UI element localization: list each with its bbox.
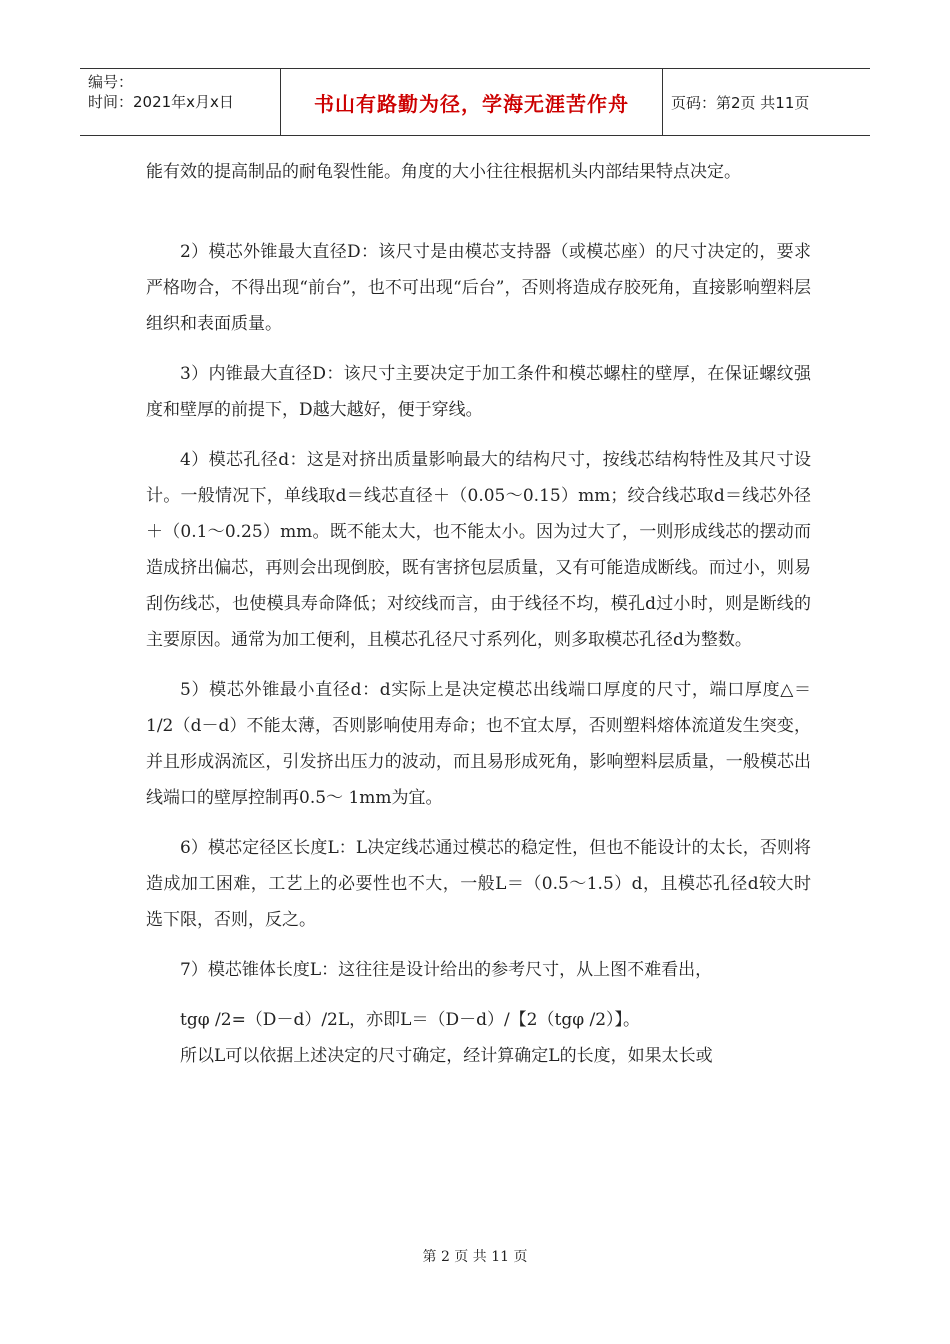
header-table [80,68,870,136]
header-meta [80,69,281,135]
paragraph-2: 2）模芯外锥最大直径D：该尺寸是由模芯支持器（或模芯座）的尺寸决定的，要求严格吻合，不得出现“前台”，也不可出现“后台”，否则将造成存胶死角，直接影响塑料层组织和表面质量。 [146,242,811,334]
paragraph-4: 4）模芯孔径d：这是对挤出质量影响最大的结构尺寸，按线芯结构特性及其尺寸设计。一般情况下，单线取d＝线芯直径＋（0.05～0.15）mm；绞合线芯取d＝线芯外径＋（0.1～0.25）mm。既不能太大，也不能太小。因为过大了，一则形成线芯的摆动而造成挤出偏芯，再则会出现倒胶，既有害挤包层质量，又有可能造成断线。而过小，则易刮伤线芯，也使模具寿命降低；对绞线而言，由于线径不均，模孔d过小时，则是断线的主要原因。通常为加工便利，且模芯孔径尺寸系列化，则多取模芯孔径d为整数。 [146,450,811,650]
paragraph-6: 6）模芯定径区长度L：L决定线芯通过模芯的稳定性，但也不能设计的太长，否则将造成加工困难，工艺上的必要性也不大，一般L＝（0.5～1.5）d，且模芯孔径d较大时选下限，否则，反之。 [146,838,811,930]
document-code-label: 编号： [88,73,134,91]
document-body [146,154,811,1074]
header-motto-cell [281,69,663,135]
paragraph-continuation: 能有效的提高制品的耐龟裂性能。角度的大小往往根据机头内部结果特点决定。 [146,162,741,182]
paragraph-7: 7）模芯锥体长度L：这往往是设计给出的参考尺寸，从上图不难看出， [180,960,713,980]
page-footer [0,1246,950,1266]
header-page-info [663,69,870,135]
formula-line: tgφ /2=（D－d）/2L，亦即L＝（D－d）/【2（tgφ /2）】。 [180,1010,641,1030]
motto-text: 书山有路勤为径，学海无涯苦作舟 [314,91,629,116]
paragraph-3: 3）内锥最大直径D：该尺寸主要决定于加工条件和模芯螺柱的壁厚，在保证螺纹强度和壁厚的前提下，D越大越好，便于穿线。 [146,364,811,420]
page-info-text: 页码：第2页 共11页 [671,93,810,112]
document-time: 时间：2021年x月x日 [88,93,234,111]
footer-page-number: 第 2 页 共 11 页 [422,1249,528,1265]
paragraph-5: 5）模芯外锥最小直径d：d实际上是决定模芯出线端口厚度的尺寸，端口厚度△＝1/2（d－d）不能太薄，否则影响使用寿命；也不宜太厚，否则塑料熔体流道发生突变，并且形成涡流区，引发挤出压力的波动，而且易形成死角，影响塑料层质量，一般模芯出线端口的壁厚控制再0.5～ 1mm为宜。 [146,680,811,808]
paragraph-8: 所以L可以依据上述决定的尺寸确定，经计算确定L的长度，如果太长或 [180,1046,713,1066]
